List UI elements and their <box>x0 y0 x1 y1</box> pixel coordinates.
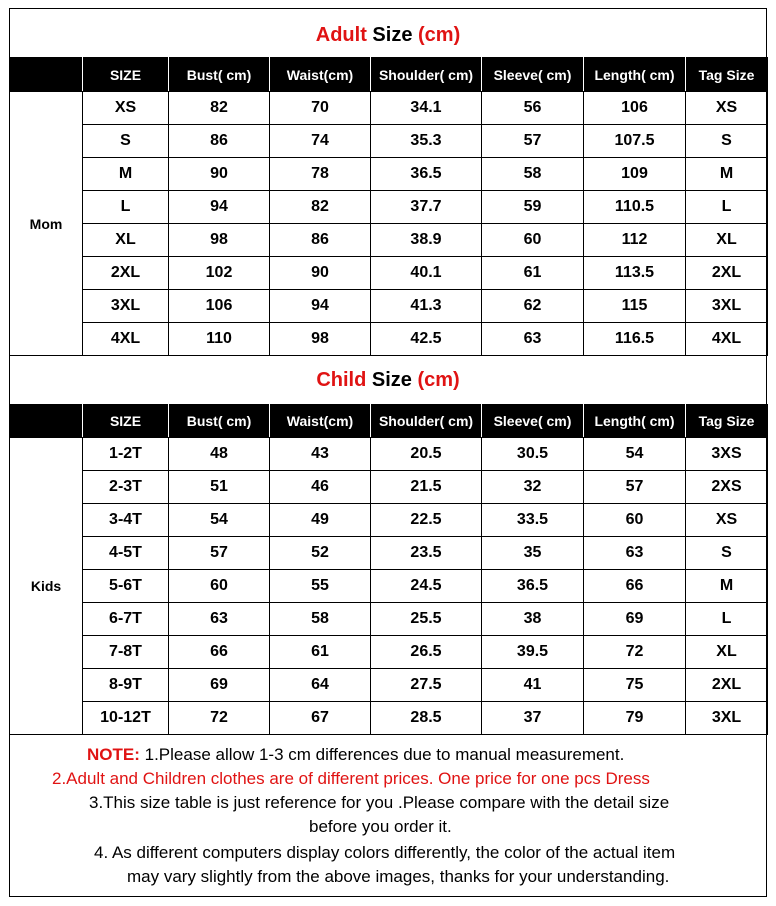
column-header: Tag Size <box>686 58 768 92</box>
table-cell: 63 <box>169 603 270 636</box>
column-header: Sleeve( cm) <box>482 405 584 438</box>
table-cell: 90 <box>169 158 270 191</box>
column-header: Sleeve( cm) <box>482 58 584 92</box>
table-cell: 8-9T <box>83 669 169 702</box>
table-cell: 30.5 <box>482 438 584 471</box>
table-cell: 115 <box>584 290 686 323</box>
adult-size-title <box>10 11 766 59</box>
table-cell: 78 <box>270 158 371 191</box>
table-cell: 23.5 <box>371 537 482 570</box>
table-cell: 60 <box>169 570 270 603</box>
column-header: Bust( cm) <box>169 405 270 438</box>
table-cell: 39.5 <box>482 636 584 669</box>
table-cell: 66 <box>169 636 270 669</box>
table-cell: 36.5 <box>371 158 482 191</box>
note-line-3a: 3.This size table is just reference for you .Please compare with the detail size <box>89 793 670 812</box>
table-cell: 106 <box>584 92 686 125</box>
table-cell: 82 <box>270 191 371 224</box>
table-cell: 38.9 <box>371 224 482 257</box>
table-row <box>10 224 768 257</box>
table-cell: 38 <box>482 603 584 636</box>
column-header: Waist(cm) <box>270 405 371 438</box>
table-cell: 42.5 <box>371 323 482 356</box>
child-size-table <box>9 404 768 735</box>
table-cell: 2XL <box>83 257 169 290</box>
table-cell: 43 <box>270 438 371 471</box>
size-chart <box>9 8 767 897</box>
table-cell: 24.5 <box>371 570 482 603</box>
table-cell: 2XS <box>686 471 768 504</box>
table-cell: 3XL <box>83 290 169 323</box>
table-cell: 98 <box>270 323 371 356</box>
table-cell: 57 <box>169 537 270 570</box>
table-cell: 3XL <box>686 702 768 735</box>
table-cell: XL <box>83 224 169 257</box>
table-cell: M <box>686 570 768 603</box>
table-cell: 46 <box>270 471 371 504</box>
table-cell: XS <box>83 92 169 125</box>
table-cell: 63 <box>482 323 584 356</box>
adult-header-corner <box>10 58 83 92</box>
table-cell: 61 <box>482 257 584 290</box>
table-cell: 62 <box>482 290 584 323</box>
table-row <box>10 669 768 702</box>
table-cell: 6-7T <box>83 603 169 636</box>
column-header: Length( cm) <box>584 405 686 438</box>
table-cell: 34.1 <box>371 92 482 125</box>
column-header: Shoulder( cm) <box>371 405 482 438</box>
column-header: SIZE <box>83 58 169 92</box>
column-header: Tag Size <box>686 405 768 438</box>
table-row <box>10 702 768 735</box>
table-cell: 55 <box>270 570 371 603</box>
table-cell: 41 <box>482 669 584 702</box>
table-cell: 113.5 <box>584 257 686 290</box>
table-cell: 82 <box>169 92 270 125</box>
table-cell: 110 <box>169 323 270 356</box>
table-cell: 5-6T <box>83 570 169 603</box>
table-cell: 106 <box>169 290 270 323</box>
table-cell: L <box>686 191 768 224</box>
column-header: Waist(cm) <box>270 58 371 92</box>
table-cell: 98 <box>169 224 270 257</box>
note-line-1 <box>87 743 624 767</box>
table-row <box>10 636 768 669</box>
table-cell: 74 <box>270 125 371 158</box>
table-cell: 116.5 <box>584 323 686 356</box>
table-cell: 58 <box>482 158 584 191</box>
table-cell: 102 <box>169 257 270 290</box>
table-cell: 2XL <box>686 669 768 702</box>
mom-group-label: Mom <box>10 92 83 356</box>
table-cell: 28.5 <box>371 702 482 735</box>
table-cell: 94 <box>270 290 371 323</box>
table-cell: 35.3 <box>371 125 482 158</box>
column-header: SIZE <box>83 405 169 438</box>
table-cell: 2XL <box>686 257 768 290</box>
table-cell: 40.1 <box>371 257 482 290</box>
table-cell: 59 <box>482 191 584 224</box>
table-cell: 60 <box>584 504 686 537</box>
table-row <box>10 537 768 570</box>
table-cell: 79 <box>584 702 686 735</box>
table-cell: 64 <box>270 669 371 702</box>
table-cell: 25.5 <box>371 603 482 636</box>
table-row <box>10 191 768 224</box>
table-cell: 4XL <box>83 323 169 356</box>
adult-size-table <box>9 57 768 356</box>
table-cell: 107.5 <box>584 125 686 158</box>
table-cell: 27.5 <box>371 669 482 702</box>
table-cell: 33.5 <box>482 504 584 537</box>
child-size-title <box>10 356 766 404</box>
table-cell: 26.5 <box>371 636 482 669</box>
table-cell: 37.7 <box>371 191 482 224</box>
table-cell: 66 <box>584 570 686 603</box>
table-cell: 63 <box>584 537 686 570</box>
adult-header-row <box>10 58 768 92</box>
column-header: Bust( cm) <box>169 58 270 92</box>
table-row <box>10 290 768 323</box>
table-cell: S <box>686 537 768 570</box>
table-cell: 112 <box>584 224 686 257</box>
table-cell: XS <box>686 92 768 125</box>
table-cell: L <box>83 191 169 224</box>
table-row <box>10 471 768 504</box>
table-cell: 7-8T <box>83 636 169 669</box>
kids-group-label: Kids <box>10 438 83 735</box>
table-cell: 3XL <box>686 290 768 323</box>
child-header-corner <box>10 405 83 438</box>
table-cell: 52 <box>270 537 371 570</box>
table-cell: 37 <box>482 702 584 735</box>
table-row <box>10 570 768 603</box>
table-row <box>10 504 768 537</box>
table-cell: 41.3 <box>371 290 482 323</box>
table-row <box>10 438 768 471</box>
table-cell: 94 <box>169 191 270 224</box>
table-cell: 86 <box>169 125 270 158</box>
table-cell: 75 <box>584 669 686 702</box>
table-row <box>10 323 768 356</box>
adult-title-unit: (cm) <box>418 24 461 46</box>
table-row <box>10 603 768 636</box>
table-cell: 109 <box>584 158 686 191</box>
table-cell: 36.5 <box>482 570 584 603</box>
table-cell: 4XL <box>686 323 768 356</box>
table-cell: M <box>83 158 169 191</box>
table-cell: 57 <box>584 471 686 504</box>
table-cell: 49 <box>270 504 371 537</box>
table-row <box>10 92 768 125</box>
table-row <box>10 257 768 290</box>
table-cell: 90 <box>270 257 371 290</box>
table-cell: 54 <box>169 504 270 537</box>
table-cell: 2-3T <box>83 471 169 504</box>
table-cell: 3-4T <box>83 504 169 537</box>
table-cell: 56 <box>482 92 584 125</box>
table-cell: 10-12T <box>83 702 169 735</box>
column-header: Length( cm) <box>584 58 686 92</box>
child-title-mid: Size <box>366 369 418 391</box>
note-label: NOTE: <box>87 745 140 764</box>
adult-title-label: Adult <box>315 24 367 46</box>
column-header: Shoulder( cm) <box>371 58 482 92</box>
table-cell: 35 <box>482 537 584 570</box>
table-cell: 54 <box>584 438 686 471</box>
child-header-row <box>10 405 768 438</box>
table-cell: 1-2T <box>83 438 169 471</box>
table-cell: 69 <box>169 669 270 702</box>
table-cell: 51 <box>169 471 270 504</box>
table-row <box>10 125 768 158</box>
table-cell: M <box>686 158 768 191</box>
table-cell: 86 <box>270 224 371 257</box>
table-cell: L <box>686 603 768 636</box>
table-cell: XS <box>686 504 768 537</box>
note-line-2: 2.Adult and Children clothes are of different prices. One price for one pcs Dress <box>52 769 650 788</box>
table-cell: 22.5 <box>371 504 482 537</box>
note-line-4b: may vary slightly from the above images, thanks for your understanding. <box>127 867 670 886</box>
table-cell: XL <box>686 224 768 257</box>
table-cell: 32 <box>482 471 584 504</box>
table-cell: XL <box>686 636 768 669</box>
table-cell: 72 <box>584 636 686 669</box>
table-cell: S <box>83 125 169 158</box>
table-cell: 20.5 <box>371 438 482 471</box>
table-cell: 48 <box>169 438 270 471</box>
table-cell: 110.5 <box>584 191 686 224</box>
table-cell: 4-5T <box>83 537 169 570</box>
table-row <box>10 158 768 191</box>
table-cell: 21.5 <box>371 471 482 504</box>
table-cell: 60 <box>482 224 584 257</box>
adult-title-mid: Size <box>366 24 418 46</box>
table-cell: 58 <box>270 603 371 636</box>
table-cell: 3XS <box>686 438 768 471</box>
note-line-3b: before you order it. <box>309 817 452 836</box>
table-cell: 61 <box>270 636 371 669</box>
child-title-unit: (cm) <box>417 369 460 391</box>
table-cell: 69 <box>584 603 686 636</box>
note-text-1: 1.Please allow 1-3 cm differences due to manual measurement. <box>139 745 625 764</box>
child-title-label: Child <box>316 369 367 391</box>
table-cell: 72 <box>169 702 270 735</box>
note-line-4a: 4. As different computers display colors differently, the color of the actual item <box>94 843 676 862</box>
table-cell: 57 <box>482 125 584 158</box>
table-cell: 70 <box>270 92 371 125</box>
table-cell: S <box>686 125 768 158</box>
table-cell: 67 <box>270 702 371 735</box>
